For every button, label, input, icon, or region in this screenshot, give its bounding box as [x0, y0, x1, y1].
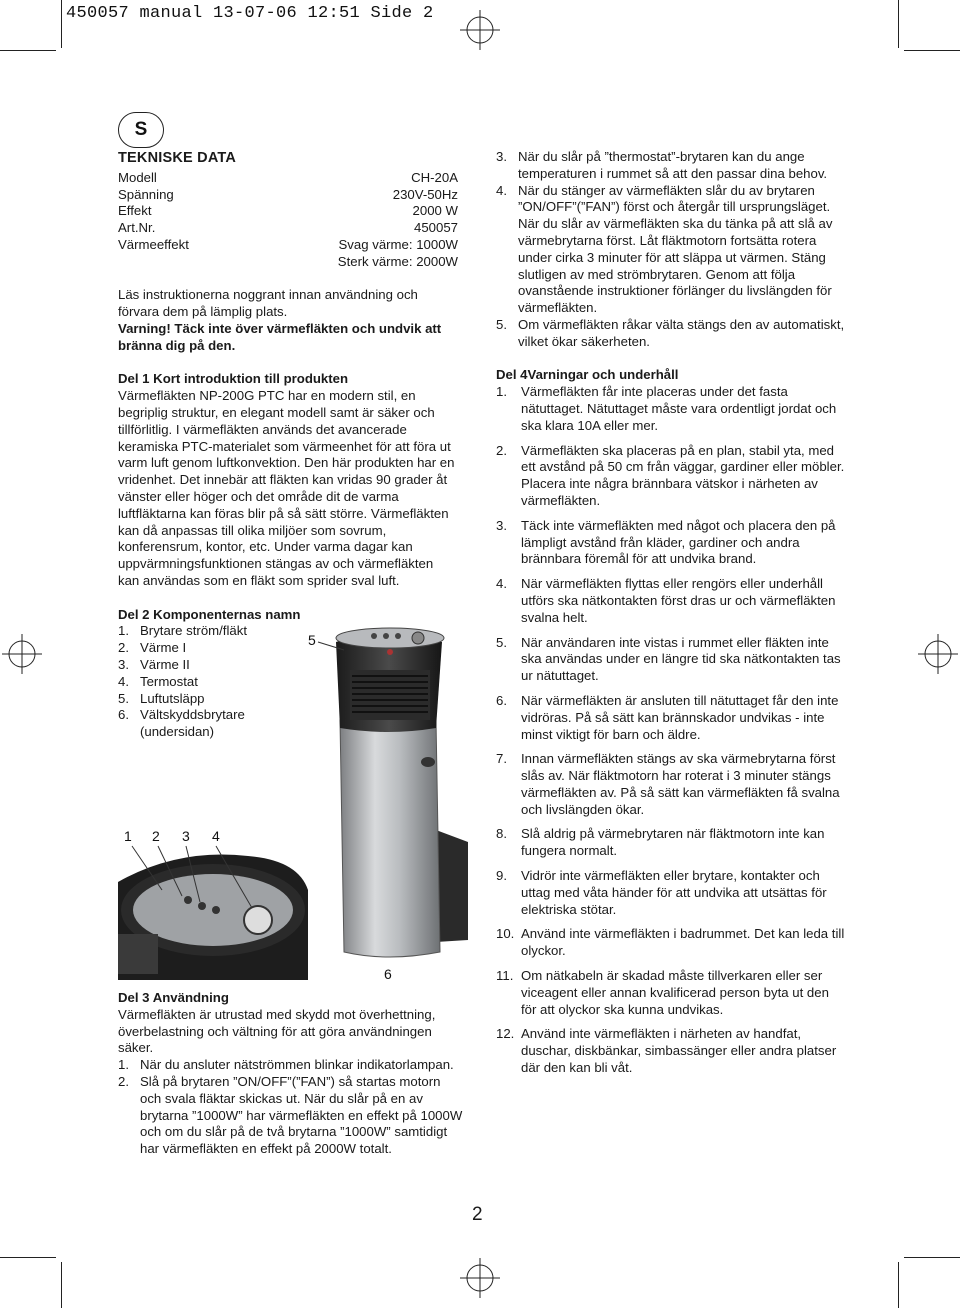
- crop-mark: [0, 50, 56, 51]
- list-item: [496, 693, 846, 743]
- usage-list: [118, 1057, 463, 1158]
- list-item: [118, 1074, 463, 1158]
- list-text: Luftutsläpp: [140, 690, 205, 706]
- spec-label: Effekt: [118, 203, 152, 219]
- list-item: [496, 751, 846, 818]
- list-item: [496, 868, 846, 918]
- list-number: 1.: [496, 384, 507, 400]
- list-item: [496, 443, 846, 510]
- section-heading-del1: Del 1 Kort introduktion till produkten: [118, 371, 349, 387]
- list-text: Vältskyddsbrytare (undersidan): [140, 707, 245, 740]
- list-text: Använd inte värmefläkten i närheten av handfat, duschar, diskbänkar, simbassänger eller andra platser där den kan bli våt.: [521, 1026, 837, 1076]
- crop-mark: [61, 0, 62, 48]
- list-item: [496, 149, 846, 183]
- crop-mark: [0, 1257, 56, 1258]
- list-number: 1.: [118, 1057, 129, 1073]
- callout-label: 6: [384, 966, 392, 982]
- callout-label: 1: [124, 828, 132, 844]
- list-text: Värme I: [140, 640, 187, 656]
- spec-value: 2000 W: [412, 203, 458, 219]
- list-number: 2.: [118, 1073, 129, 1089]
- list-item: [118, 1057, 463, 1074]
- registration-mark-icon: [460, 1258, 500, 1298]
- list-item: [496, 635, 846, 685]
- spec-row: [118, 203, 458, 220]
- intro-text: Läs instruktionerna noggrant innan användning och förvara dem på lämplig plats.: [118, 287, 418, 320]
- list-text: Täck inte värmefläkten med något och placera den på lämpligt avstånd från kläder, gardiner och andra brännbara föremål för att undvika brand.: [521, 517, 836, 567]
- list-number: 3.: [496, 517, 507, 533]
- list-item: [496, 968, 846, 1018]
- spec-row: [118, 187, 458, 204]
- list-number: 1.: [118, 623, 129, 639]
- warning-lead: Varning!: [118, 320, 171, 336]
- del3-section: [118, 990, 463, 1158]
- list-text: Vidrör inte värmefläkten eller brytare, kontakter och uttag med våta händer för att undvika att utsättas för elektriska stötar.: [521, 868, 827, 917]
- list-text: Värme II: [140, 656, 190, 672]
- list-text: När användaren inte vistas i rummet eller fläkten inte ska användas under en längre tid ska nätkontakten tas ur nätuttaget.: [521, 634, 841, 684]
- list-text: Brytare ström/fläkt: [140, 623, 247, 639]
- spec-value: 230V-50Hz: [392, 186, 458, 202]
- print-slug: 450057 manual 13-07-06 12:51 Side 2: [66, 4, 434, 23]
- spec-value: CH-20A: [411, 169, 458, 185]
- spec-row: [118, 237, 458, 254]
- heater-illustration: [118, 620, 498, 980]
- language-badge: S: [118, 112, 164, 148]
- list-item: [496, 1026, 846, 1076]
- list-number: 10.: [496, 926, 515, 942]
- list-text: När du slår på ”thermostat”-brytaren kan du ange temperaturen i rummet så att den passar dina behov.: [518, 149, 828, 181]
- list-number: 9.: [496, 868, 507, 884]
- list-item: [496, 183, 846, 317]
- registration-mark-icon: [2, 634, 42, 674]
- crop-mark: [898, 1262, 899, 1308]
- list-number: 3.: [496, 149, 507, 164]
- list-text: Termostat: [140, 673, 198, 689]
- list-item: [496, 384, 846, 434]
- list-item: [496, 317, 846, 351]
- usage-list-continued: [496, 149, 846, 351]
- list-text: Slå aldrig på värmebrytaren när fläktmotorn inte kan fungera normalt.: [521, 826, 825, 859]
- list-text: Använd inte värmefläkten i badrummet. Det kan leda till olyckor.: [521, 926, 845, 959]
- page-number: 2: [472, 1204, 483, 1225]
- list-number: 5.: [496, 634, 507, 650]
- list-number: 2.: [496, 442, 507, 458]
- del3-body: Värmefläkten är utrustad med skydd mot överhettning, överbelastning och vältning för att göra användningen säker.: [118, 1006, 436, 1056]
- callout-label: 2: [152, 828, 160, 844]
- list-number: 4.: [496, 576, 507, 592]
- spec-row: [118, 220, 458, 237]
- list-number: 7.: [496, 751, 507, 767]
- list-item: [496, 826, 846, 860]
- callout-label: 4: [212, 828, 220, 844]
- list-text: När värmefläkten flyttas eller rengörs eller underhåll utförs ska nätkontakten först dras ur och värmefläkten svalna helt.: [521, 576, 836, 625]
- spec-value: Svag värme: 1000W: [338, 236, 458, 252]
- product-figure: [118, 620, 498, 980]
- callout-label: 3: [182, 828, 190, 844]
- list-item: [496, 926, 846, 960]
- crop-mark: [904, 1257, 960, 1258]
- list-text: Värmefläkten får inte placeras under det fasta nätuttaget. Nätuttaget måste vara ordentligt jordat och ska klara 10A eller mer.: [521, 384, 837, 433]
- list-number: 6.: [496, 692, 507, 708]
- list-number: 8.: [496, 826, 507, 842]
- section-heading-del2: Del 2 Komponenternas namn: [118, 606, 301, 622]
- crop-mark: [61, 1262, 62, 1308]
- crop-mark: [904, 50, 960, 51]
- tech-data-table: [118, 170, 458, 271]
- list-text: Slå på brytaren ”ON/OFF”(”FAN”) så startas motorn och svala fläktar skickas ut. När du slår på en av brytarna ”1000W” har värmefläkten en effekt på 1000W och om du slår på de två brytarna ”1000W” samtidigt har värmefläkten en effekt på 2000W totalt.: [140, 1073, 463, 1157]
- list-text: När du ansluter nätströmmen blinkar indikatorlampan.: [140, 1057, 454, 1073]
- list-number: 12.: [496, 1026, 515, 1042]
- spec-label: Art.Nr.: [118, 220, 156, 236]
- list-text: Värmefläkten ska placeras på en plan, stabil yta, med ett avstånd på 50 cm från väggar, gardiner eller möbler. Placera inte några brännbara vätskor i närheten av värmefläkten.: [521, 442, 845, 508]
- spec-row: [118, 170, 458, 187]
- list-number: 11.: [496, 968, 514, 984]
- callout-label: 5: [308, 632, 316, 648]
- list-item: [496, 518, 846, 568]
- spec-value-extra: Sterk värme: 2000W: [337, 253, 458, 269]
- section-heading-del4: Del 4Varningar och underhåll: [496, 367, 679, 383]
- del1-body: Värmefläkten NP-200G PTC har en modern stil, en begriplig struktur, en elegant modell samt är säker och tillförlitlig. I värmefläkten används det avancerade keramiska PTC-materialet som värmeenhet för att föra ut varm luft genom luftkonvektion. Den här produkten har en vridenhet. Det innebär att fläkten kan vridas 90 grader åt vänster eller höger och det område dit de varma luftfläktarna kan föras blir på så sätt större. Värmefläkten kan då anpassas till olika miljöer som sovrum, konferensrum, kontor, etc. Under varma dagar kan uppvärmningsfunktionen stängas av och värmefläkten kan användas som en fläkt som sprider sval luft.: [118, 388, 455, 588]
- list-text: När värmefläkten är ansluten till nätuttaget får den inte vidröras. På så sätt kan brännskador undvikas - inte minst viktigt för barn och äldre.: [521, 692, 839, 742]
- list-number: 2.: [118, 640, 129, 656]
- list-item: [496, 576, 846, 626]
- warnings-list: [496, 384, 846, 1077]
- list-number: 5.: [496, 316, 507, 332]
- list-number: 5.: [118, 690, 129, 706]
- list-number: 6.: [118, 707, 129, 723]
- spec-label: Modell: [118, 169, 157, 185]
- spec-label: Värmeeffekt: [118, 236, 189, 252]
- crop-mark: [898, 0, 899, 48]
- list-number: 4.: [118, 673, 129, 689]
- list-text: Innan värmefläkten stängs av ska värmebrytarna först slås av. När fläktmotorn har roterat i 3 minuter stängs värmefläkten av. På så sätt kan värmefläkten få svalna och livslängden ökar.: [521, 751, 840, 817]
- list-text: När du stänger av värmefläkten slår du av brytaren ”ON/OFF”(”FAN”) först och återgår till ursprungsläget. När du slår av värmefläkten ska du tänka på att slå av värmebrytarna först. Låt fläktmotorn fortsätta rotera under cirka 3 minuter för att släppa ut värmen. Stäng slutligen av med strömbrytaren. Genom att följa ovanstående instruktioner förlänger du livslängden för värmefläkten.: [518, 182, 833, 316]
- list-text: Om värmefläkten råkar välta stängs den av automatiskt, vilket ökar säkerheten.: [518, 316, 845, 349]
- spec-value: 450057: [413, 220, 458, 236]
- list-number: 4.: [496, 182, 507, 198]
- list-number: 3.: [118, 656, 129, 672]
- registration-mark-icon: [460, 10, 500, 50]
- warning-body: Täck inte över värmefläkten och undvik att bränna dig på den.: [118, 320, 442, 353]
- section-heading-del3: Del 3 Användning: [118, 990, 229, 1005]
- right-column: [496, 149, 846, 1077]
- warning-text: [118, 321, 458, 355]
- list-text: Om nätkabeln är skadad måste tillverkaren eller ser viceagent eller annan kvalificerad person byta ut den för att olyckor ska kunna undvikas.: [521, 968, 829, 1017]
- tech-data-title: TEKNISKE DATA: [118, 150, 237, 166]
- spec-label: Spänning: [118, 186, 174, 202]
- registration-mark-icon: [918, 634, 958, 674]
